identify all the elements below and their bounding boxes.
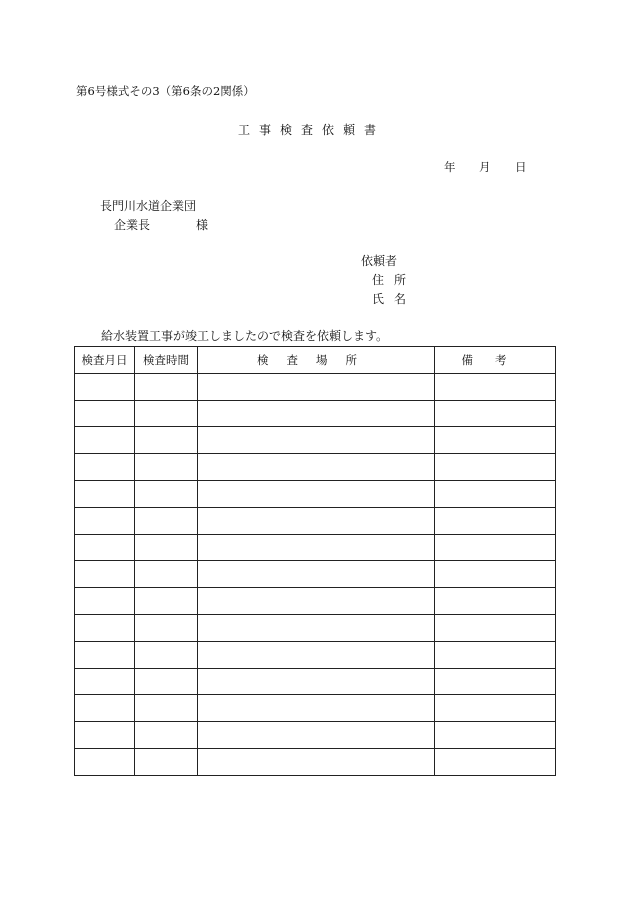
time-cell[interactable] (135, 722, 198, 749)
remarks-cell[interactable] (435, 641, 556, 668)
place-cell[interactable] (198, 722, 435, 749)
time-cell[interactable] (135, 480, 198, 507)
time-cell[interactable] (135, 748, 198, 775)
date-cell[interactable] (75, 373, 135, 400)
date-cell[interactable] (75, 480, 135, 507)
remarks-cell[interactable] (435, 588, 556, 615)
table-row (75, 748, 556, 775)
table-row (75, 614, 556, 641)
place-cell[interactable] (198, 561, 435, 588)
date-year-label: 年 (444, 160, 456, 174)
document-title: 工事検査依頼書 (238, 123, 386, 137)
header-inspection-date: 検査月日 (75, 347, 135, 374)
request-sentence: 給水装置工事が竣工しましたので検査を依頼します。 (101, 329, 389, 343)
time-cell[interactable] (135, 695, 198, 722)
form-code: 第6号様式その3（第6条の2関係） (76, 84, 255, 98)
time-cell[interactable] (135, 373, 198, 400)
time-cell[interactable] (135, 588, 198, 615)
date-cell[interactable] (75, 614, 135, 641)
date-cell[interactable] (75, 534, 135, 561)
table-row (75, 561, 556, 588)
header-remarks: 備考 (435, 347, 556, 374)
addressee-organization: 長門川水道企業団 (100, 199, 197, 213)
remarks-cell[interactable] (435, 427, 556, 454)
time-cell[interactable] (135, 561, 198, 588)
table-row (75, 534, 556, 561)
place-cell[interactable] (198, 614, 435, 641)
table-row (75, 400, 556, 427)
remarks-cell[interactable] (435, 614, 556, 641)
table-header-row (75, 347, 556, 374)
recipient-honorific: 様 (196, 218, 209, 232)
place-cell[interactable] (198, 534, 435, 561)
table-row (75, 695, 556, 722)
table-row (75, 641, 556, 668)
time-cell[interactable] (135, 668, 198, 695)
remarks-cell[interactable] (435, 373, 556, 400)
place-cell[interactable] (198, 427, 435, 454)
place-cell[interactable] (198, 641, 435, 668)
applicant-label: 依頼者 (361, 254, 398, 268)
place-cell[interactable] (198, 373, 435, 400)
place-cell[interactable] (198, 695, 435, 722)
time-cell[interactable] (135, 534, 198, 561)
remarks-cell[interactable] (435, 480, 556, 507)
place-cell[interactable] (198, 588, 435, 615)
remarks-cell[interactable] (435, 695, 556, 722)
place-cell[interactable] (198, 480, 435, 507)
place-cell[interactable] (198, 454, 435, 481)
place-cell[interactable] (198, 748, 435, 775)
remarks-cell[interactable] (435, 748, 556, 775)
date-cell[interactable] (75, 695, 135, 722)
time-cell[interactable] (135, 641, 198, 668)
date-cell[interactable] (75, 722, 135, 749)
place-cell[interactable] (198, 400, 435, 427)
header-inspection-place: 検査場所 (198, 347, 435, 374)
remarks-cell[interactable] (435, 400, 556, 427)
date-cell[interactable] (75, 748, 135, 775)
recipient-title: 企業長 (114, 218, 151, 232)
date-cell[interactable] (75, 454, 135, 481)
date-cell[interactable] (75, 400, 135, 427)
place-cell[interactable] (198, 507, 435, 534)
remarks-cell[interactable] (435, 561, 556, 588)
table-row (75, 588, 556, 615)
date-cell[interactable] (75, 561, 135, 588)
inspection-table (74, 346, 556, 776)
date-cell[interactable] (75, 507, 135, 534)
remarks-cell[interactable] (435, 454, 556, 481)
time-cell[interactable] (135, 454, 198, 481)
table-row (75, 668, 556, 695)
date-cell[interactable] (75, 588, 135, 615)
table-row (75, 454, 556, 481)
remarks-cell[interactable] (435, 722, 556, 749)
table-row (75, 480, 556, 507)
time-cell[interactable] (135, 427, 198, 454)
table-row (75, 427, 556, 454)
time-cell[interactable] (135, 507, 198, 534)
date-day-label: 日 (515, 160, 527, 174)
date-month-label: 月 (479, 160, 491, 174)
remarks-cell[interactable] (435, 668, 556, 695)
place-cell[interactable] (198, 668, 435, 695)
table-row (75, 373, 556, 400)
remarks-cell[interactable] (435, 534, 556, 561)
date-cell[interactable] (75, 668, 135, 695)
table-row (75, 722, 556, 749)
name-label: 氏名 (372, 292, 417, 306)
time-cell[interactable] (135, 400, 198, 427)
date-cell[interactable] (75, 641, 135, 668)
time-cell[interactable] (135, 614, 198, 641)
header-inspection-time: 検査時間 (135, 347, 198, 374)
address-label: 住所 (372, 273, 417, 287)
remarks-cell[interactable] (435, 507, 556, 534)
date-cell[interactable] (75, 427, 135, 454)
table-row (75, 507, 556, 534)
